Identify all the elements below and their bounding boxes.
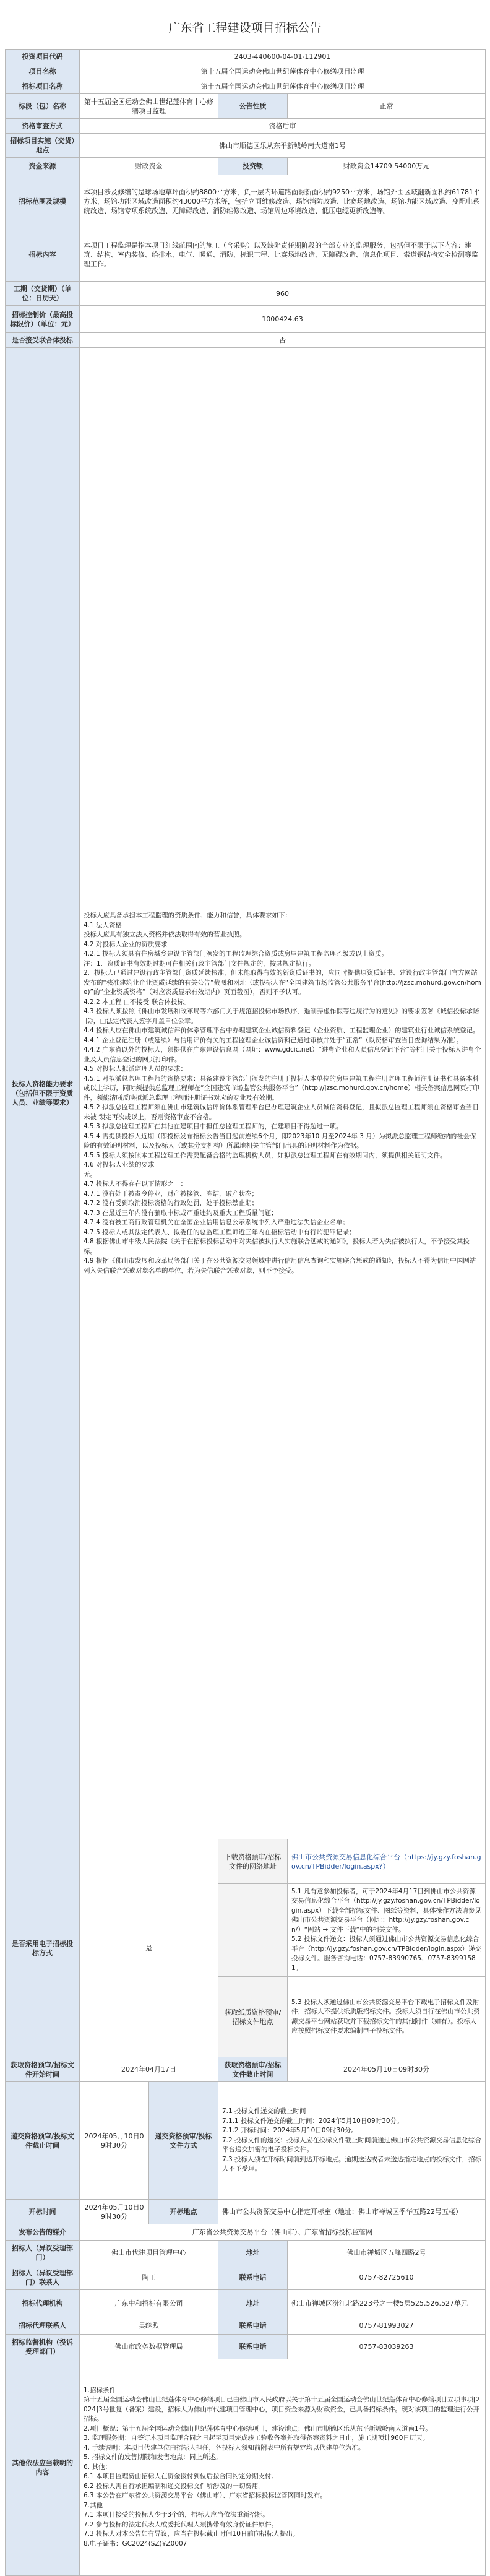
tenderer-label: 招标人（异议受理部门） xyxy=(6,2241,80,2265)
platform-label: 发布公告的媒介 xyxy=(6,2224,80,2241)
row-content xyxy=(6,228,486,282)
agency-contact-value: 吴继煦 xyxy=(80,2317,218,2335)
supervisor-phone-value: 0757-83039263 xyxy=(288,2335,486,2359)
agency-phone-label: 联系电话 xyxy=(218,2317,288,2335)
other-text: 1.招标条件 第十五届全国运动会佛山世纪莲体育中心修缮项目已由佛山市人民政府以关于第十五届全国运动会佛山世纪莲体育中心修缮项目立项事项[2024]3号批复（备案）建设，招标人为佛山市代建项目管理中心，项目资金来源为财政资金，已具备招标条件。现对该项目的监理进行公开招标。 2.项目概况：第十五届全国运动会佛山世纪莲体育中心修缮项目，建设地点：佛山市顺德区乐从东平新城岭南大道南1号。 3. 监理服务期：自签订本项目监理合同之日起至项目完成竣工验收备案并取得备案资料之日止，施工期预计960日历天。 4. 手续说明：本项目代建单位由招标人担任，各投标人须知前附表中所有规定均以代建单位为准。 5. 招标文件的发售期限和发售地点：同上所述。 6. 其他： 6.1 本项目监理费由招标人在资金拨付到位后按合同约定分期支付。 6.2 投标人需自行承担编制和递交投标文件所涉及的一切费用。 6.3 本公告在广东省公共资源交易平台（佛山市）、广东省招标投标监管网同时发布。 7.其他 7.1 本项目接受的投标人少于3个的，招标人应当依法重新招标。 7.2 参与投标的法定代表人或委托代理人须携带有效身份证件原件。 7.3 投标人对本公告如有异议，应当在投标截止时间10日前向招标人提出。 8.电子证书：GC2024(SZ)¥Z0007 xyxy=(80,2359,486,2576)
contact-phone-value: 0757-82725610 xyxy=(288,2265,486,2290)
get-doc-value: 5.3 投标人须通过佛山市公共资源交易平台下载电子招标文件及附件，招标人不提供纸质版招标文件。投标人须自行在佛山市公共资源交易平台网站获取并下载招标文件的其他附件（如有）。投标人应按照招标文件要求编制电子投标文件。 xyxy=(288,1977,486,2057)
agency-value: 广东中和招标有限公司 xyxy=(80,2290,218,2317)
opening-time-value: 2024年05月10日09时30分 xyxy=(80,2200,149,2224)
section-label: 标段（包）名称 xyxy=(6,94,80,119)
row-location xyxy=(6,134,486,158)
row-tenderer xyxy=(6,2241,486,2265)
limit-value: 1000424.63 xyxy=(80,306,486,333)
limit-label: 招标控制价（最高投标限价）（单位：元） xyxy=(6,306,80,333)
row-doc-time xyxy=(6,2057,486,2082)
funding-label: 资金来源 xyxy=(6,158,80,175)
row-electronic-download xyxy=(6,1839,486,1884)
row-contact xyxy=(6,2265,486,2290)
investment-label: 投资额 xyxy=(218,158,288,175)
row-other xyxy=(6,2359,486,2576)
row-tender-name xyxy=(6,79,486,94)
page-title: 广东省工程建设项目招标公告 xyxy=(168,21,322,35)
investment-value: 财政资金14709.54000万元 xyxy=(288,158,486,175)
row-period xyxy=(6,282,486,306)
electronic-notes: 5.1 凡有意参加投标者，可于2024年4月17日到佛山市公共资源交易信息化综合平台（http://jy.gzy.foshan.gov.cn/TPBidder/login.aspx）下载全部招标文件、图纸等资料，具体操作方法请参见佛山市公共资源交易平台（网址：http://jy.gzy.foshan.gov.cn/）“网站 → 文件下载”中的相关文件。 5.2 投标文件递交：投标人须通过佛山市公共资源交易信息化综合平台（http://jy.gzy.foshan.gov.cn/TPBidder/login.aspx）递交投标文件。服务咨询电话：0757-83990765、0757-83991581。 xyxy=(288,1884,486,1977)
opening-place-value: 佛山市公共资源交易中心指定开标室（地址：佛山市禅城区季华五路22号五楼） xyxy=(218,2200,486,2224)
tender-name-label: 招标项目名称 xyxy=(6,79,80,94)
requirements-label: 投标人资格能力要求（包括但不限于资质人员、业绩等要求） xyxy=(6,348,80,1839)
row-limit xyxy=(6,306,486,333)
tenderer-address-label: 地址 xyxy=(218,2241,288,2265)
download-label: 下载资格预审/招标文件的网络地址 xyxy=(218,1839,288,1884)
row-supervisor xyxy=(6,2335,486,2359)
location-label: 招标项目实施（交货）地点 xyxy=(6,134,80,158)
doc-start-value: 2024年04月17日 xyxy=(80,2057,218,2082)
supervisor-value: 佛山市政务数据管理局 xyxy=(80,2335,218,2359)
content-value: 本项目工程监理是指本项目红线范围内的施工（含采购）以及缺陷责任期阶段的全部专业的监理服务，包括但不限于以下内容：建筑、结构、室内装修、给排水、电气、暖通、消防、标识工程、比赛场地改造、无障碍改造、信息化项目、索道钢结构安全检测等监理工作。 xyxy=(80,228,486,282)
platform-value: 广东省公共资源交易平台（佛山市）、广东省招标投标监管网 xyxy=(80,2224,486,2241)
content-label: 招标内容 xyxy=(6,228,80,282)
agency-label: 招标代理机构 xyxy=(6,2290,80,2317)
opening-time-label: 开标时间 xyxy=(6,2200,80,2224)
joint-value: 否 xyxy=(80,333,486,348)
row-bid-deadline xyxy=(6,2082,486,2200)
row-requirements xyxy=(6,348,486,1839)
bid-deadline-value: 2024年05月10日09时30分 xyxy=(80,2082,149,2200)
opening-place-label: 开标地点 xyxy=(149,2200,218,2224)
row-code xyxy=(6,50,486,64)
row-agency-contact xyxy=(6,2317,486,2335)
tenderer-address-value: 佛山市禅城区五峰四路2号 xyxy=(288,2241,486,2265)
supervisor-phone-label: 联系电话 xyxy=(218,2335,288,2359)
period-value: 960 xyxy=(80,282,486,306)
contact-value: 陶工 xyxy=(80,2265,218,2290)
bid-deadline-label: 递交资格预审/投标文件截止时间 xyxy=(6,2082,80,2200)
notice-type-value: 正常 xyxy=(288,94,486,119)
electronic-notes-spacer xyxy=(218,1884,288,1977)
funding-value: 财政资金 xyxy=(80,158,218,175)
section-value: 第十五届全国运动会佛山世纪莲体育中心修缮项目监理 xyxy=(80,94,218,119)
row-platform xyxy=(6,2224,486,2241)
code-label: 投资项目代码 xyxy=(6,50,80,64)
tenderer-value: 佛山市代建项目管理中心 xyxy=(80,2241,218,2265)
bid-method-value: 7.1 投标文件递交的截止时间 7.1.1 投标文件递交的截止时间：2024年5月10日09时30分。 7.1.2 开标时间：2024年5月10日09时30分。 7.2 投标文件的递交：投标人应在投标文件截止时间前通过佛山市公共资源交易信息化综合平台递交加密的电子投标文件。 7.3 投标人须在开标时间前到达开标地点。逾期送达或者未送达指定地点的投标文件，招标人不予受理。 xyxy=(218,2082,486,2200)
download-link[interactable]: 佛山市公共资源交易信息化综合平台（https://jy.gzy.foshan.gov.cn/TPBidder/login.aspx?） xyxy=(288,1839,486,1884)
row-scope xyxy=(6,175,486,228)
supervisor-label: 招标监督机构（投诉受理部门） xyxy=(6,2335,80,2359)
agency-contact-label: 招标代理联系人 xyxy=(6,2317,80,2335)
get-doc-label: 获取纸质资格预审/招标文件地点 xyxy=(218,1977,288,2057)
agency-address-label: 地址 xyxy=(218,2290,288,2317)
agency-phone-value: 0757-81993027 xyxy=(288,2317,486,2335)
doc-end-label: 获取资格预审/招标文件截止时间 xyxy=(218,2057,288,2082)
other-label: 其他依法应当载明的内容 xyxy=(6,2359,80,2576)
row-section xyxy=(6,94,486,119)
contact-label: 招标人（异议受理部门）联系人 xyxy=(6,2265,80,2290)
row-project-name xyxy=(6,64,486,79)
row-agency xyxy=(6,2290,486,2317)
review-value: 资格后审 xyxy=(80,119,486,134)
location-value: 佛山市顺德区乐从东平新城岭南大道南1号 xyxy=(80,134,486,158)
row-review xyxy=(6,119,486,134)
row-funding xyxy=(6,158,486,175)
agency-address-value: 佛山市禅城区汾江北路223号之一楼5层525.526.527单元 xyxy=(288,2290,486,2317)
doc-start-label: 获取资格预审/招标文件开始时间 xyxy=(6,2057,80,2082)
scope-value: 本项目涉及修缮的是球场地草坪面积约8800平方米，负一层内环道路面翻新面积约9250平方米，场馆外围区域翻新面积约61781平方米，场馆功能区域改造面积约43000平方米等，包括立面维修改造、场馆消防改造、比赛场地改造、场馆功能区域改造、变配电系统改造、场馆专项系统改造、无障碍改造、消防维修改造、场馆周边环境改造、低压电缆更新改造等。 xyxy=(80,175,486,228)
tender-name-value: 第十五届全国运动会佛山世纪莲体育中心修缮项目监理 xyxy=(80,79,486,94)
electronic-label: 是否采用电子招标投标方式 xyxy=(6,1839,80,2057)
joint-label: 是否接受联合体投标 xyxy=(6,333,80,348)
code-value: 2403-440600-04-01-112901 xyxy=(80,50,486,64)
electronic-value: 是 xyxy=(80,1839,218,2057)
doc-end-value: 2024年05月10日09时30分 xyxy=(288,2057,486,2082)
review-label: 资格审查方式 xyxy=(6,119,80,134)
period-label: 工期（交货期）（单位：日历天） xyxy=(6,282,80,306)
row-joint xyxy=(6,333,486,348)
scope-label: 招标范围及规模 xyxy=(6,175,80,228)
bid-method-label: 递交资格预审/投标文件方式 xyxy=(149,2082,218,2200)
row-opening xyxy=(6,2200,486,2224)
project-name-label: 项目名称 xyxy=(6,64,80,79)
contact-phone-label: 联系电话 xyxy=(218,2265,288,2290)
notice-type-label: 公告性质 xyxy=(218,94,288,119)
notice-table xyxy=(5,49,486,2576)
requirements-text: 投标人应具备承担本工程监理的资质条件、能力和信誉，具体要求如下： 4.1 法人资格 投标人应具有独立法人资格并依法取得有效的营业执照。 4.2 对投标人企业的资质要求 4.2.1 投标人须具有住房城乡建设主管部门颁发的工程监理综合资质或房屋建筑工程监理乙级或以上资质。 注：1．资质证书有效期过期可在相关行政主管部门文件规定的，按其规定执行。 2．投标人已通过建设行政主管部门资质延续核准，但未能取得有效的新资质证书的，应同时提供原资质证书、建设行政主管部门官方网站发布的“核准建筑业企业资质延续的有关公告”截图和网址（或投标人在“全国建筑市场监管公共服务平台(http://jzsc.mohurd.gov.cn/home)”的“企业资质资格”（对应资质显示有效期内）页面截图），否则不予认可。 4.2.2 本工程 □不接受 联合体投标。 4.3 投标人须按照《佛山市发展和改革局等六部门关于规范招投标市场秩序、遏制弄虚作假等违规行为的意见》的要求签署《诚信投标承诺书》，由法定代表人签字并盖单位公章。 4.4 投标人应在佛山市建筑诚信评价体系管理平台中办理建筑企业诚信资料登记（企业资质、工程监理企业）的建筑业行业诚信系统登记。 4.4.1 企业登记注册（或延续）与信用评价有关的工程监理企业诚信资料已通过审核并处于“正常”（以资格审查当日查询结果为准）。 4.4.2 广东省以外的投标人，须提供在广东建设信息网（网址：www.gdcic.net）“进粤企业和人员信息登记平台”等栏目关于投标人进粤企业及人员信息登记的网页打印件。 4.5 对投标人拟派监理人员的要求： 4.5.1 对拟派总监理工程师的资格要求：具备建设主管部门颁发的注册于投标人本单位的房屋建筑工程注册监理工程师注册证书和具备本科或以上学历，同时须提供总监理工程师在“全国建筑市场监管公共服务平台”（http://jzsc.mohurd.gov.cn/home）相关备案信息网页打印件，须能清晰反映拟派总监理工程师注册证书对应的专业及有效期。 4.5.2 拟派总监理工程师须在佛山市建筑诚信评价体系管理平台已办理建筑企业人员诚信资料登记，且拟派总监理工程师须在资格审查当日未被 锁定再次或以上，否则资格审查不合格。 4.5.3 拟派总监理工程师在其他在建项目中担任总监理工程师的，在建项目不得超过一项。 4.5.4 需提供投标人近期（即投标发布招标公告当日起前连续6个月，即2023年10 月至2024年 3 月）为拟派总监理工程师缴纳的社会保险的有效证明材料，以及投标人（或其分支机构）所属地相关主管部门出具的证明材料作为依据。 4.5.5 投标人须按照本工程监理工作需要配备合格的监理机构人员，如拟派总监理工程师在有效期间内，须提供相关证明文件。 4.6 对投标人业绩的要求 无。 4.7 投标人不得存在以下情形之一： 4.7.1 没有处于被责令停业，财产被接管、冻结，破产状态； 4.7.2 没有受到取消投标资格的行政处罚，处于投标禁止期； 4.7.3 在最近三年内没有骗取中标或严重违约及重大工程质量问题； 4.7.4 没有被工商行政管理机关在全国企业信用信息公示系统中列入严重违法失信企业名单； 4.7.5 投标人或其法定代表人、拟委任的总监理工程师近三年内在招标活动中有行贿犯罪记录； 4.8 根据佛山市中级人民法院《关于在招标投标活动中对失信被执行人实施联合惩戒的通知》，投标人若为失信被执行人，不予接受其投标。 4.9 根据《佛山市发展和改革局等部门关于在公共资源交易领域中进行信用信息查询和实施联合惩戒的通知》，投标人不得为信用中国网站列入失信联合惩戒对象名单的单位，若为失信联合惩戒对象，则不予接受。 xyxy=(80,348,486,1839)
project-name-value: 第十五届全国运动会佛山世纪莲体育中心修缮项目监理 xyxy=(80,64,486,79)
